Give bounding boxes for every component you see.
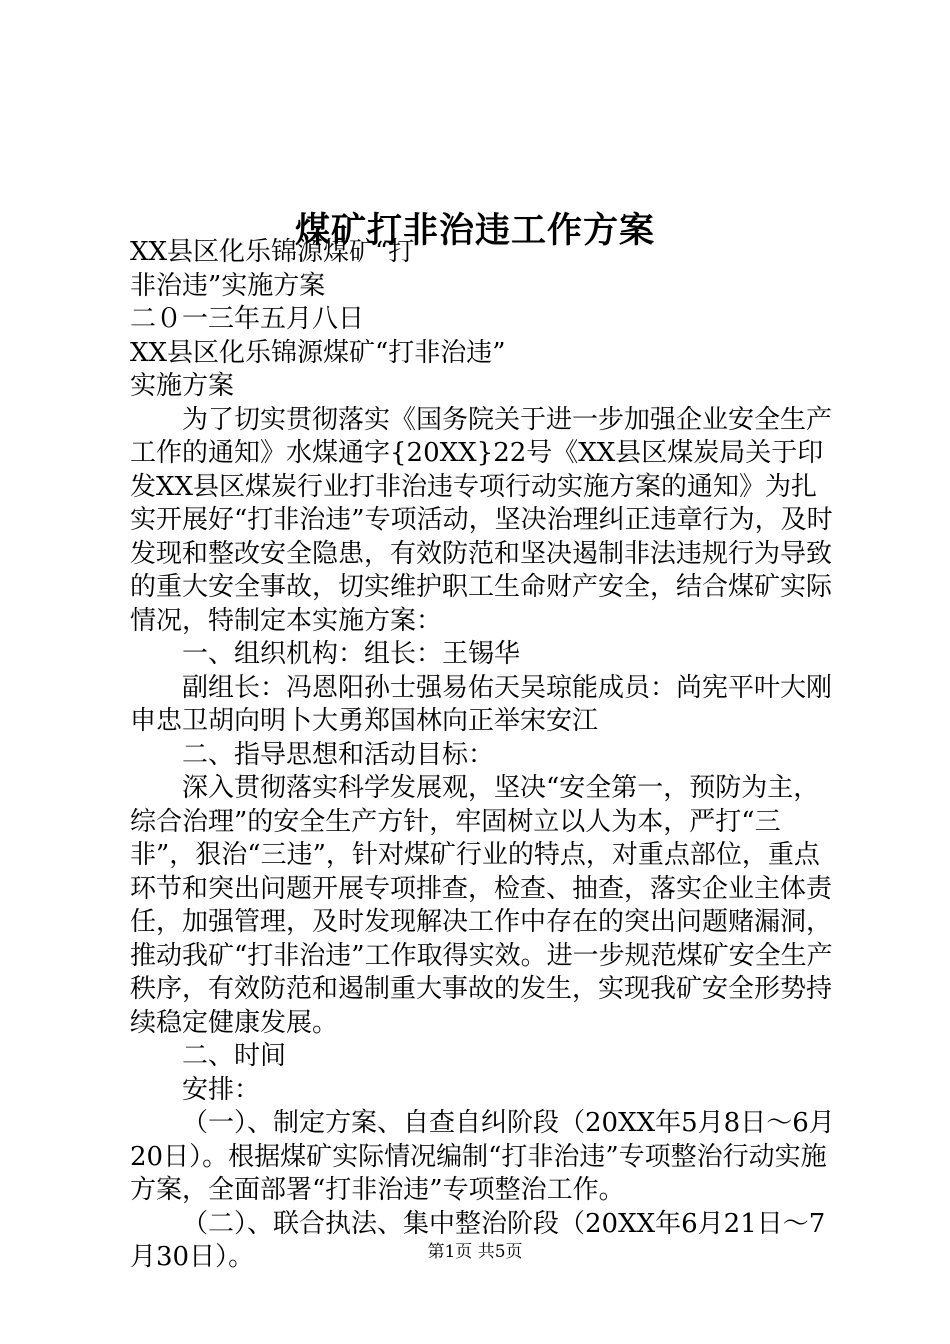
document-body <box>130 236 842 1275</box>
heading-line-3: XX县区化乐锦源煤矿“打非治违” <box>130 337 506 368</box>
section-time-heading: 二、时间 <box>182 1041 287 1071</box>
heading-line-2: 非治违”实施方案 <box>130 270 326 301</box>
heading-line-4: 实施方案 <box>130 371 235 401</box>
section-guidance-heading: 二、指导思想和活动目标： <box>182 739 495 770</box>
section-organization: 一、组织机构：组长：王锡华 <box>182 639 521 669</box>
guidance-paragraph: 深入贯彻落实科学发展观，坚决“安全第一，预防为主，综合治理”的安全生产方针，牢固树立以人为本，严打“三非”，狠治“三违”，针对煤矿行业的特点，对重点部位，重点环节和突出问题开展专项排查，检查、抽查，落实企业主体责任，加强管理，及时发现解决工作中存在的突出问题赌漏洞，推动我矿“打非治违”工作取得实效。进一步规范煤矿安全生产秩序，有效防范和遏制重大事故的发生，实现我矿安全形势持续稳定健康发展。 <box>130 773 833 1038</box>
page-number-footer: 第1页 共5页 <box>427 1242 523 1262</box>
stage-two-paragraph: （二）、联合执法、集中整治阶段（20XX年6月21日～7月30日）。 <box>130 1208 826 1272</box>
stage-one-paragraph: （一）、制定方案、自查自纠阶段（20XX年5月8日～6月20日）。根据煤矿实际情况编制“打非治违”专项整治行动实施方案，全面部署“打非治违”专项整治工作。 <box>130 1108 835 1205</box>
document-date: 二０一三年五月八日 <box>130 304 365 334</box>
section-schedule-heading: 安排： <box>182 1074 261 1105</box>
intro-paragraph: 为了切实贯彻落实《国务院关于进一步加强企业安全生产工作的通知》水煤通字{20XX}22号《XX县区煤炭局关于印发XX县区煤炭行业打非治违专项行动实施方案的通知》为扎实开展好“打非治违”专项活动，坚决治理纠正违章行为，及时发现和整改安全隐患，有效防范和坚决遏制非法违规行为导致的重大安全事故，切实维护职工生命财产安全，结合煤矿实际情况，特制定本实施方案： <box>130 404 833 636</box>
heading-line-1: XX县区化乐锦源煤矿“打 <box>130 237 415 267</box>
document-title: 煤矿打非治违工作方案 <box>294 210 655 252</box>
organization-members: 副组长：冯恩阳孙士强易佑天吴琼能成员：尚宪平叶大刚申忠卫胡向明卜大勇郑国林向正举宋安江 <box>130 672 833 736</box>
